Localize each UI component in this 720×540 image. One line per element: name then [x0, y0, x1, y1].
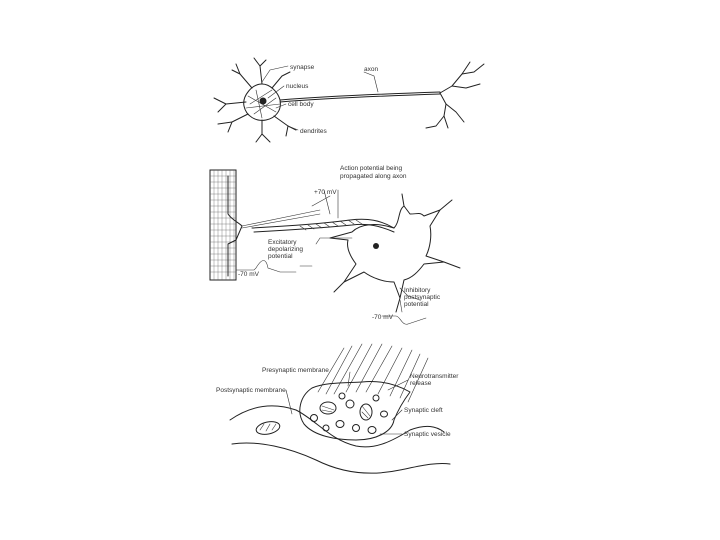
oscilloscope-grid: [210, 170, 242, 280]
myelinated-axon-shape: [252, 219, 394, 228]
nucleus-shape: [260, 98, 267, 105]
dendrites-label: dendrites: [300, 128, 327, 135]
neurotransmitter-label-1: Neurotransmitter: [410, 373, 459, 380]
axon-label: axon: [364, 66, 379, 73]
neuron-dendrites: [334, 194, 460, 312]
plus-70-mv-label: +70 mV: [314, 189, 337, 196]
neuron-nucleus-shape: [373, 243, 379, 249]
postsynaptic-membrane-label: Postsynaptic membrane: [216, 387, 286, 394]
inhibitory-label-1: Inhibitory: [404, 287, 431, 294]
excitatory-label-2: depolarizing: [268, 246, 304, 253]
synaptic-vesicle-label: Synaptic vesicle: [404, 431, 451, 438]
neuron-diagram: [214, 58, 484, 142]
vesicles-shape: [311, 393, 388, 434]
neurotransmitter-label-2: release: [410, 380, 432, 387]
neuron-body-shape: [330, 206, 444, 298]
excitatory-label-1: Excitatory: [268, 239, 297, 246]
action-potential-label-1: Action potential being: [340, 165, 403, 172]
synapse-label: synapse: [290, 64, 315, 71]
synaptic-cleft-label: Synaptic cleft: [404, 407, 443, 414]
inhibitory-label-2: postsynaptic: [404, 294, 441, 301]
inhibitory-label-3: potential: [404, 301, 429, 308]
minus-70-mv-right-label: -70 mV: [372, 314, 393, 321]
presynaptic-membrane-label: Presynaptic membrane: [262, 367, 329, 374]
excitatory-label-3: potential: [268, 253, 293, 260]
axon-terminals-shape: [426, 62, 484, 128]
synapse-diagram: [216, 344, 459, 473]
cell-body-label: cell body: [288, 101, 314, 108]
minus-70-mv-left-label: -70 mV: [238, 271, 259, 278]
potential-diagram: [210, 165, 460, 324]
axon-shape: [280, 92, 440, 100]
action-potential-label-2: propagated along axon: [340, 173, 407, 180]
nucleus-label: nucleus: [286, 83, 309, 90]
